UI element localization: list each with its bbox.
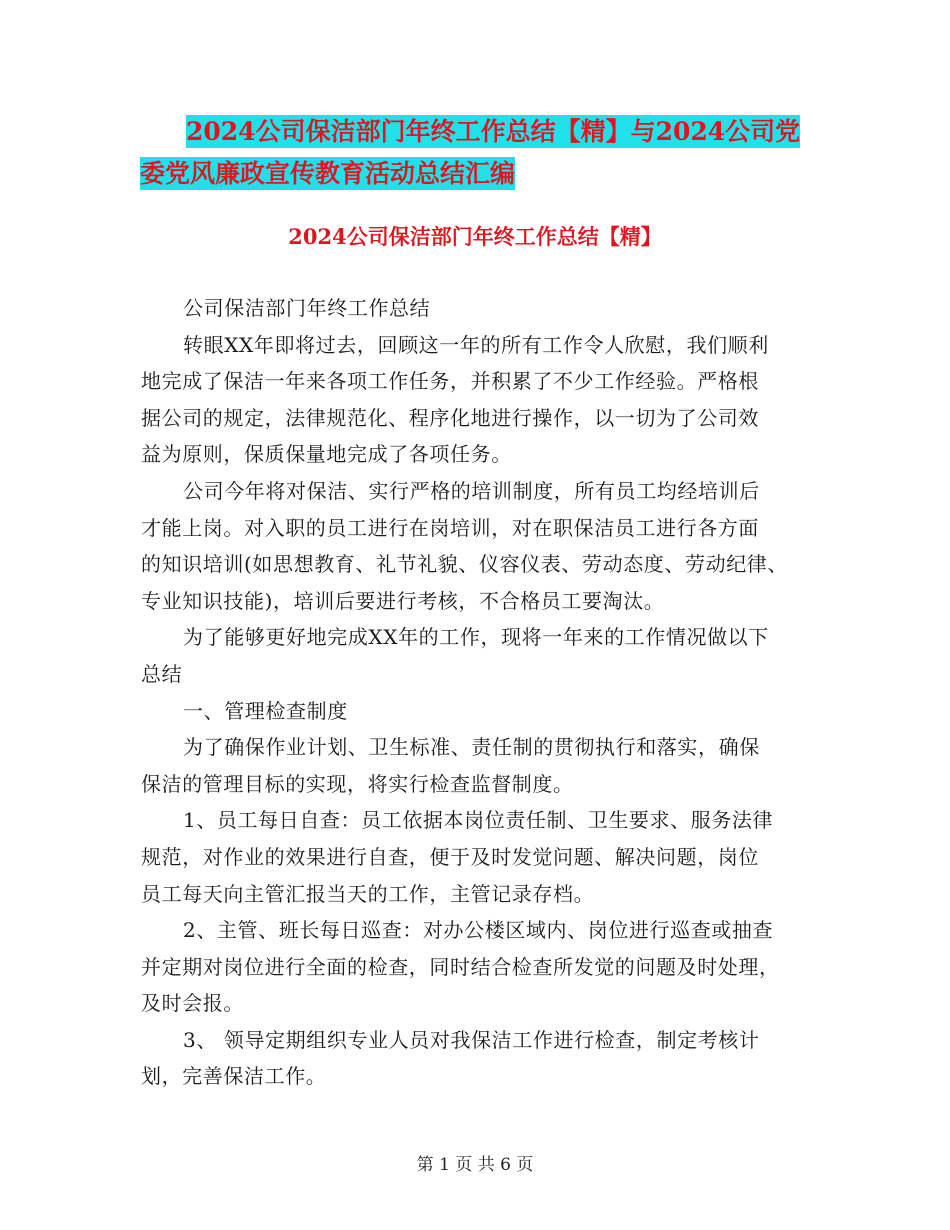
body-line: 规范，对作业的效果进行自查，便于及时发觉问题、解决问题，岗位 xyxy=(141,844,759,869)
body-line: 的知识培训(如思想教育、礼节礼貌、仪容仪表、劳动态度、劳动纪律、 xyxy=(141,552,789,577)
page-footer: 第 1 页 共 6 页 xyxy=(416,1155,534,1175)
title-highlight-1: 2024公司保洁部门年终工作总结【精】与2024公司党 xyxy=(186,117,801,146)
body-line: 益为原则，保质保量地完成了各项任务。 xyxy=(141,442,512,467)
title-highlight-2: 委党风廉政宣传教育活动总结汇编 xyxy=(140,159,516,188)
body-line: 转眼XX年即将过去，回顾这一年的所有工作令人欣慰，我们顺利 xyxy=(183,332,769,357)
body-line: 据公司的规定，法律规范化、程序化地进行操作，以一切为了公司效 xyxy=(141,405,759,430)
body-line: 2、主管、班长每日巡查：对办公楼区域内、岗位进行巡查或抽查 xyxy=(183,918,774,943)
body-line: 保洁的管理目标的实现，将实行检查监督制度。 xyxy=(141,771,574,796)
body-line: 才能上岗。对入职的员工进行在岗培训，对在职保洁员工进行各方面 xyxy=(141,515,759,540)
body-line: 为了确保作业计划、卫生标准、责任制的贯彻执行和落实，确保 xyxy=(183,735,760,760)
body-line: 总结 xyxy=(141,661,183,686)
body-line: 员工每天向主管汇报当天的工作，主管记录存档。 xyxy=(141,881,595,906)
section-title: 2024公司保洁部门年终工作总结【精】 xyxy=(288,224,662,249)
body-line: 公司保洁部门年终工作总结 xyxy=(183,296,431,320)
body-line: 专业知识技能)，培训后要进行考核，不合格员工要淘汰。 xyxy=(141,588,665,613)
document-title-line-2 xyxy=(140,152,820,196)
body-line: 地完成了保洁一年来各项工作任务，并积累了不少工作经验。严格根 xyxy=(141,369,759,394)
body-line: 公司今年将对保洁、实行严格的培训制度，所有员工均经培训后 xyxy=(183,478,760,503)
body-line: 3、 领导定期组织专业人员对我保洁工作进行检查，制定考核计 xyxy=(183,1027,760,1052)
body-line: 划，完善保洁工作。 xyxy=(141,1064,327,1089)
body-text xyxy=(141,290,821,1095)
body-line: 一、管理检查制度 xyxy=(183,698,348,723)
body-line: 1、员工每日自查：员工依据本岗位责任制、卫生要求、服务法律 xyxy=(183,808,774,833)
body-line: 为了能够更好地完成XX年的工作，现将一年来的工作情况做以下 xyxy=(183,625,769,650)
document-title-line-1 xyxy=(140,110,866,154)
body-line: 并定期对岗位进行全面的检查，同时结合检查所发觉的问题及时处理， xyxy=(141,954,780,979)
body-line: 及时会报。 xyxy=(141,991,244,1016)
